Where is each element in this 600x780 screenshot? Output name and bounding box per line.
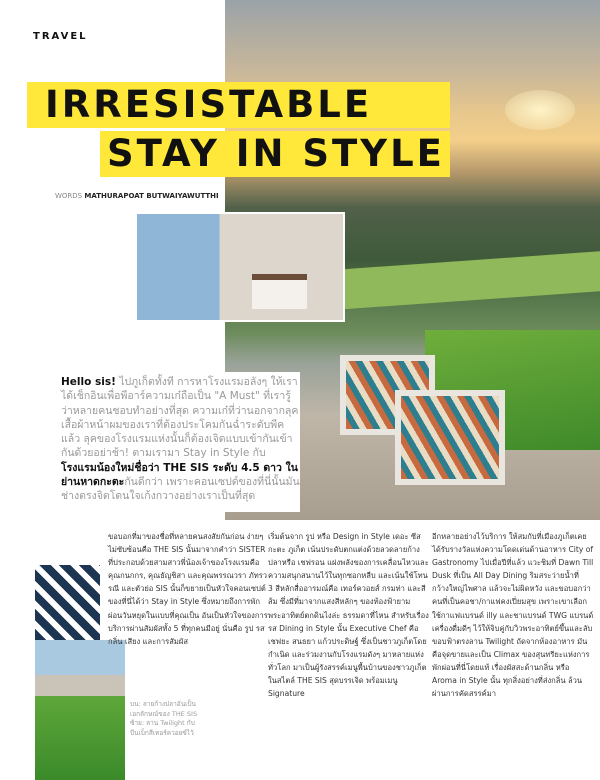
section-tag: TRAVEL [33,31,88,42]
title-line-2: STAY IN STYLE [100,131,450,177]
pavilion [395,390,505,485]
byline-label: WORDS [55,192,83,200]
body-column-3: อีกหลายอย่างไว้บริการ ให้สมกับที่เมืองภูเก็ตเคยได้รับรางวัลแห่งความโดดเด่นด้านอาหาร City of Gastronomy ไปเมื่อปีที่แล้ว แวะชิมที่ Dawn Till Dusk ที่เป็น All Day Dining ริมสระว่ายน้ำที่กว้างใหญ่ไพศาล แล้วจะไม่ผิดหวัง และขอบอกว่าคนที่เป็นคอชา/กาแฟคงเปี่ยมสุข เพราะเขาเลือกใช้กาแฟแบรนด์ illy และชาแบรนด์ TWG แบรนด์เครื่องดื่มดีๆ ไว้ให้จิบคู่กับวิวพระอาทิตย์ขึ้นและลับขอบฟ้าตรงลาน Twilight ถัดจากห้องอาหาร มันคือจุดขายและเป็น Climax ของสุนทรียะแห่งการพักผ่อนที่นี่โดยแท้ เรื่องผัสสะด้านกลิ่น หรือ Aroma in Style นั้น ทุกสิ่งอย่างที่ส่งกลิ่น ล้วนผ่านการคัดสรรค์มา [432,532,594,699]
byline-author: MATHURAPOAT BUTWAIYAWUTTHI [84,192,219,200]
photo-caption: บน: ลายก้างปลาอันเป็นเอกลักษณ์ของ THE SIS ซ้าย: ลาน Twilight กับบีนเบ็กสีเทอร์ควอยซ์ไว้ [130,700,200,738]
intro-paragraph [55,372,300,512]
byline [55,192,219,200]
room-photo [135,212,345,322]
title-line-1: IRRESISTABLE [27,82,450,128]
intro-text: ไปภูเก็ตทั้งที การหาโรงแรมอลังๆ ให้เราได้เช็กอินเพื่อพีอาร์ความเก๋ถือเป็น "A Must" ที่เรารู้ว่าหลายคนชอบทำอย่างที่สุด ความเก๋ที่ว่านอกจากลุคเสื้อผ้าหน้าผมของเราที่ต้องประโคมกันฉ่ำระดับพีคแล้ว ลุคของโรงแรมแห่งนั้นก็ต้องเจิดแบบเข้ากันเข้ากันด้วยอย่าช้า! ตามเรามา Stay in Style กับ [61,376,299,460]
intro-text-end: กันดีกว่า เพราะคอนเซปต์ของที่นี่นั้นมันช่างตรงจิตโดนใจเก้งกวางอย่างเราเป็นที่สุด [61,476,300,503]
body-column-1: ขอบอกที่มาของชื่อที่หลายคนสงสัยกันก่อน ง่ายๆ ไม่ซับซ้อนคือ THE SIS นั้นมาจากคำว่า SISTER ที่ประกอบด้วยสามสาวพี่น้องเจ้าของโรงแรมคือ คุณกนกกร, คุณธัญชิสา และคุณพรรณวรา ภัทรวรณี และตัวย่อ SIS นั้นก็ขยายเป็นหัวใจคอนเซปต์ของที่นี่ได้ว่า Stay in Style ซึ่งหมายถึงการพักผ่อนวันหยุดในแบบที่คุณเป็น อันเป็นหัวใจของการบริการผ่านสัมผัสทั้ง 5 ที่ทุกคนมีอยู่ นั่นคือ รูป รส กลิ่น เสียง และการสัมผัส [108,532,268,646]
twilight-lawn-photo [35,640,125,780]
sunset-glow [505,90,575,130]
intro-lead: Hello sis! [61,376,116,388]
chevron-pattern-photo [35,565,100,640]
rooftop-lawn [345,251,600,309]
body-column-2: เริ่มต้นจาก รูป หรือ Design in Style เดอะ ซีส กะตะ ภูเก็ต เน้นประดับตกแต่งด้วยลวดลายก้างปลาหรือ เชฟรอน แฝงพลังของการเคลื่อนไหวและความสนุกสนานไว้ในทุกซอกหลืบ และเน้นใช้โทน 3 สีหลักสื่ออารมณ์คือ เทอร์ควอยส์ กรมท่า และสีส้ม ซึ่งมีที่มาจากแสงสีหลักๆ ของท้องฟ้ายามพระอาทิตย์ตกดินไงล่ะ ธรรมดาที่ไหน สำหรับเรื่อง รส Dining in Style นั้น Executive Chef คือเชฟยะ สนธยา แก้วประดิษฐ์ ซึ่งเป็นชาวภูเก็ตโดยกำเนิด และร่วมงานกับโรงแรมดังๆ มาหลายแห่งทั่วโลก มาเป็นผู้รังสรรค์เมนูพื้นบ้านของชาวภูเก็ตในสไตล์ THE SIS สุดบรรเจิด พร้อมเมนู Signature [268,532,429,699]
bed [252,274,307,309]
intro-bold: โรงแรมน้องใหม่ชื่อว่า THE SIS ระดับ 4.5 ดาว ในย่านหาดกะตะ [61,461,298,489]
